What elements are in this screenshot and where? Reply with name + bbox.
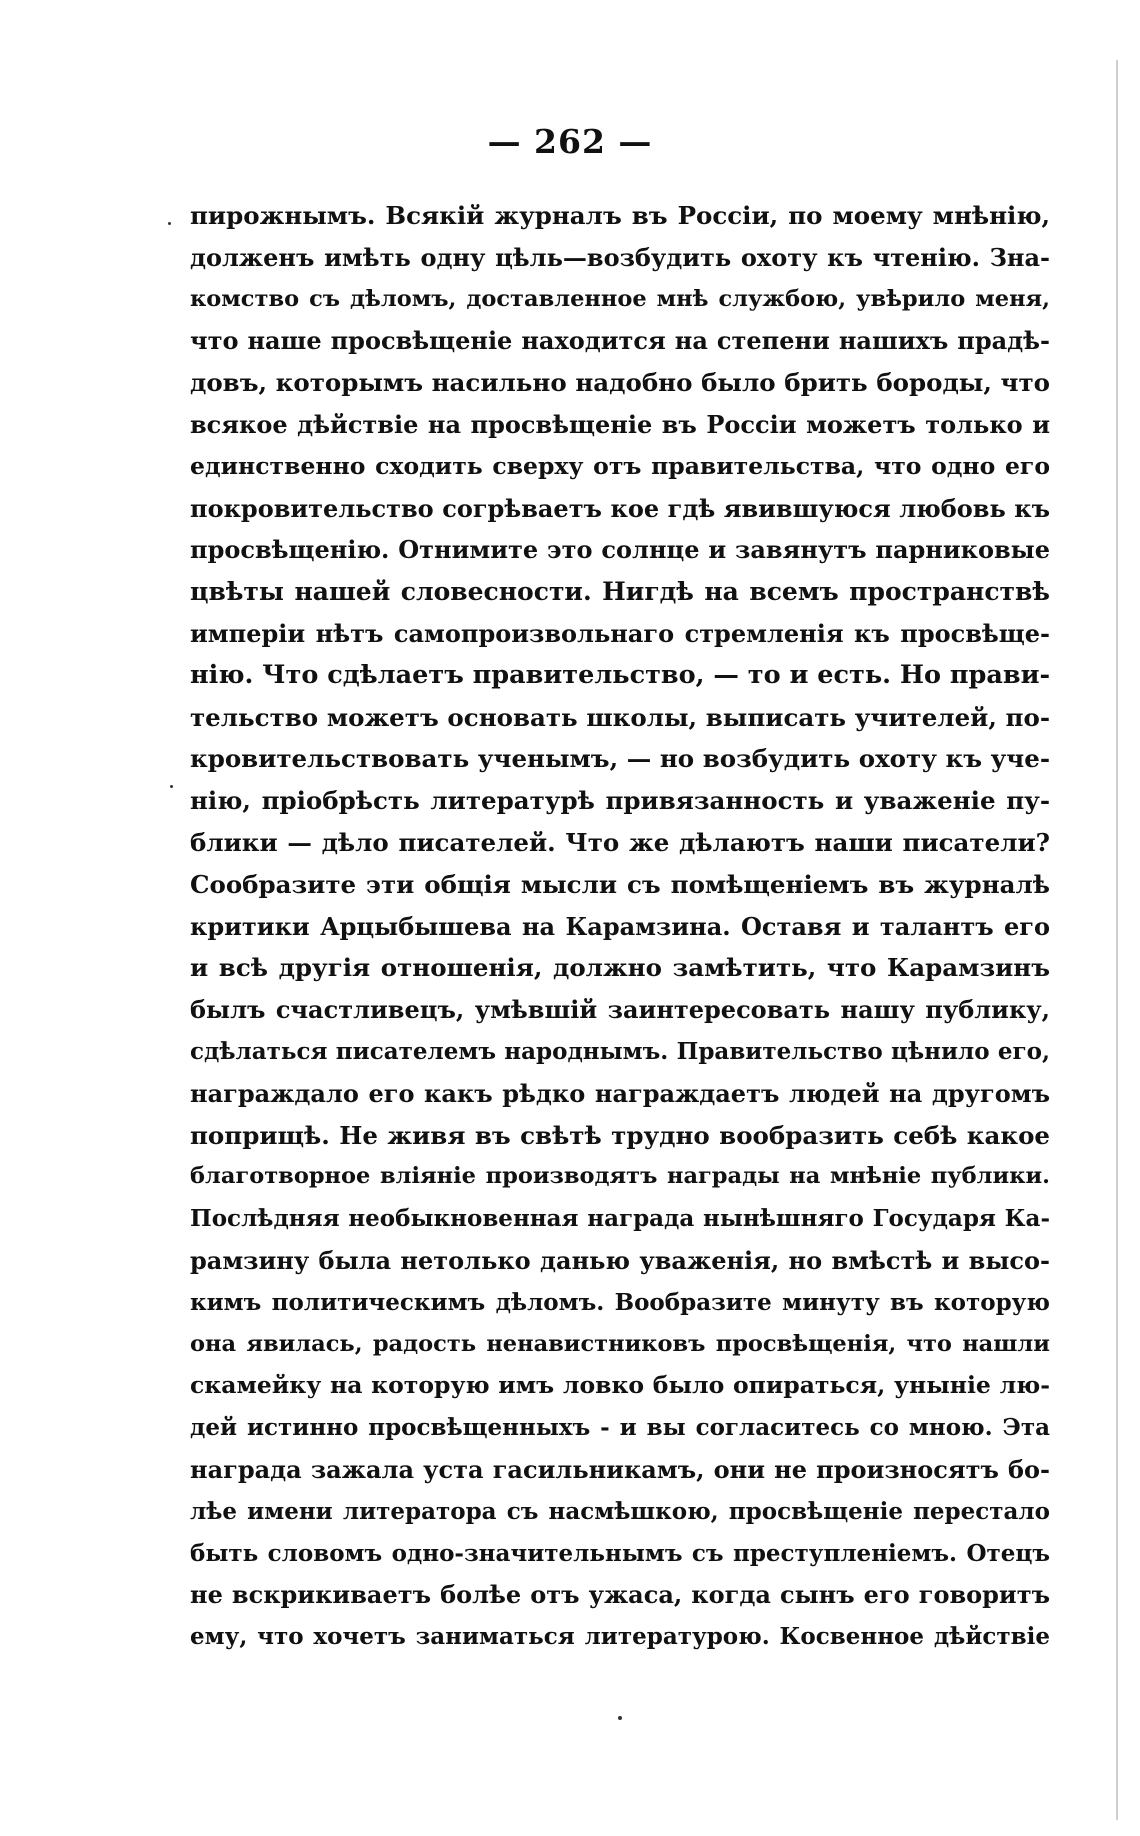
text-line: Послѣдняя необыкновенная награда нынѣшняго Государя Ка- xyxy=(190,1205,1050,1233)
text-line: кровительствовать ученымъ, — но возбудить охоту къ уче- xyxy=(190,744,1050,774)
text-line: сдѣлаться писателемъ народнымъ. Правительство цѣнило его, xyxy=(190,1037,1050,1065)
text-line: рамзину была нетолько данью уваженія, но вмѣстѣ и высо- xyxy=(190,1245,1050,1275)
text-line: и всѣ другія отношенія, должно замѣтить, что Карамзинъ xyxy=(190,953,1050,983)
text-line: покровительство согрѣваетъ кое гдѣ явившуюся любовь къ xyxy=(190,493,1050,523)
page-edge-shadow xyxy=(1116,60,1118,1820)
text-line: комство съ дѣломъ, доставленное мнѣ службою, увѣрило меня, xyxy=(190,285,1050,312)
text-line: награждало его какъ рѣдко награждаетъ людей на другомъ xyxy=(190,1078,1050,1108)
scan-speck xyxy=(170,785,173,788)
text-line: всякое дѣйствіе на просвѣщеніе въ Россіи можетъ только и xyxy=(190,409,1050,439)
text-line: не вскрикиваетъ болѣе отъ ужаса, когда сынъ его говоритъ xyxy=(190,1580,1050,1610)
text-line: лѣе имени литератора съ насмѣшкою, просвѣщеніе перестало xyxy=(190,1497,1050,1525)
text-line: цвѣты нашей словесности. Нигдѣ на всемъ пространствѣ xyxy=(190,577,1050,607)
text-line: быть словомъ одно-значительнымъ съ преступленіемъ. Отецъ xyxy=(190,1539,1050,1567)
text-line: пирожнымъ. Всякій журналъ въ Россіи, по моему мнѣнію, xyxy=(190,201,1050,230)
text-line: просвѣщенію. Отнимите это солнце и завянутъ парниковые xyxy=(190,535,1050,565)
body-text xyxy=(190,195,1050,1658)
text-line: долженъ имѣть одну цѣль—возбудить охоту къ чтенію. Зна- xyxy=(190,242,1050,272)
page-number: — 262 — xyxy=(487,122,653,161)
text-line: довъ, которымъ насильно надобно было брить бороды, что xyxy=(190,368,1050,398)
text-line: благотворное вліяніе производятъ награды на мнѣніе публики. xyxy=(190,1163,1050,1190)
text-line: поприщѣ. Не живя въ свѣтѣ трудно вообразить себѣ какое xyxy=(190,1120,1050,1150)
text-line: критики Арцыбышева на Карамзина. Оставя и талантъ его xyxy=(190,911,1050,941)
text-line: кимъ политическимъ дѣломъ. Вообразите минуту въ которую xyxy=(190,1288,1050,1316)
text-line: единственно сходить сверху отъ правительства, что одно его xyxy=(190,451,1050,480)
text-line: блики — дѣло писателей. Что же дѣлаютъ наши писатели? xyxy=(190,827,1050,857)
text-line: ему, что хочетъ заниматься литературою. Косвенное дѣйствіе xyxy=(190,1623,1050,1651)
text-line: былъ счастливецъ, умѣвшій заинтересовать нашу публику, xyxy=(190,995,1050,1025)
scan-speck xyxy=(168,222,171,225)
text-line: имперіи нѣтъ самопроизвольнаго стремленія къ просвѣще- xyxy=(190,618,1050,648)
text-line: дей истинно просвѣщенныхъ - и вы согласитесь со мною. Эта xyxy=(190,1414,1050,1442)
text-line: тельство можетъ основать школы, выписать учителей, по- xyxy=(190,702,1050,732)
scan-speck xyxy=(618,1716,622,1720)
text-line: она явилась, радость ненавистниковъ просвѣщенія, что нашли xyxy=(190,1330,1050,1357)
text-line: нію. Что сдѣлаетъ правительство, — то и есть. Но прави- xyxy=(190,659,1050,690)
text-line: скамейку на которую имъ ловко было опираться, уныніе лю- xyxy=(190,1371,1050,1400)
text-line: что наше просвѣщеніе находится на степени нашихъ прадѣ- xyxy=(190,326,1050,356)
text-line: награда зажала уста гасильникамъ, они не произносятъ бо- xyxy=(190,1454,1050,1484)
text-line: Сообразите эти общія мысли съ помѣщеніемъ въ журналѣ xyxy=(190,869,1050,899)
text-line: нію, пріобрѣсть литературѣ привязанность и уваженіе пу- xyxy=(190,786,1050,816)
